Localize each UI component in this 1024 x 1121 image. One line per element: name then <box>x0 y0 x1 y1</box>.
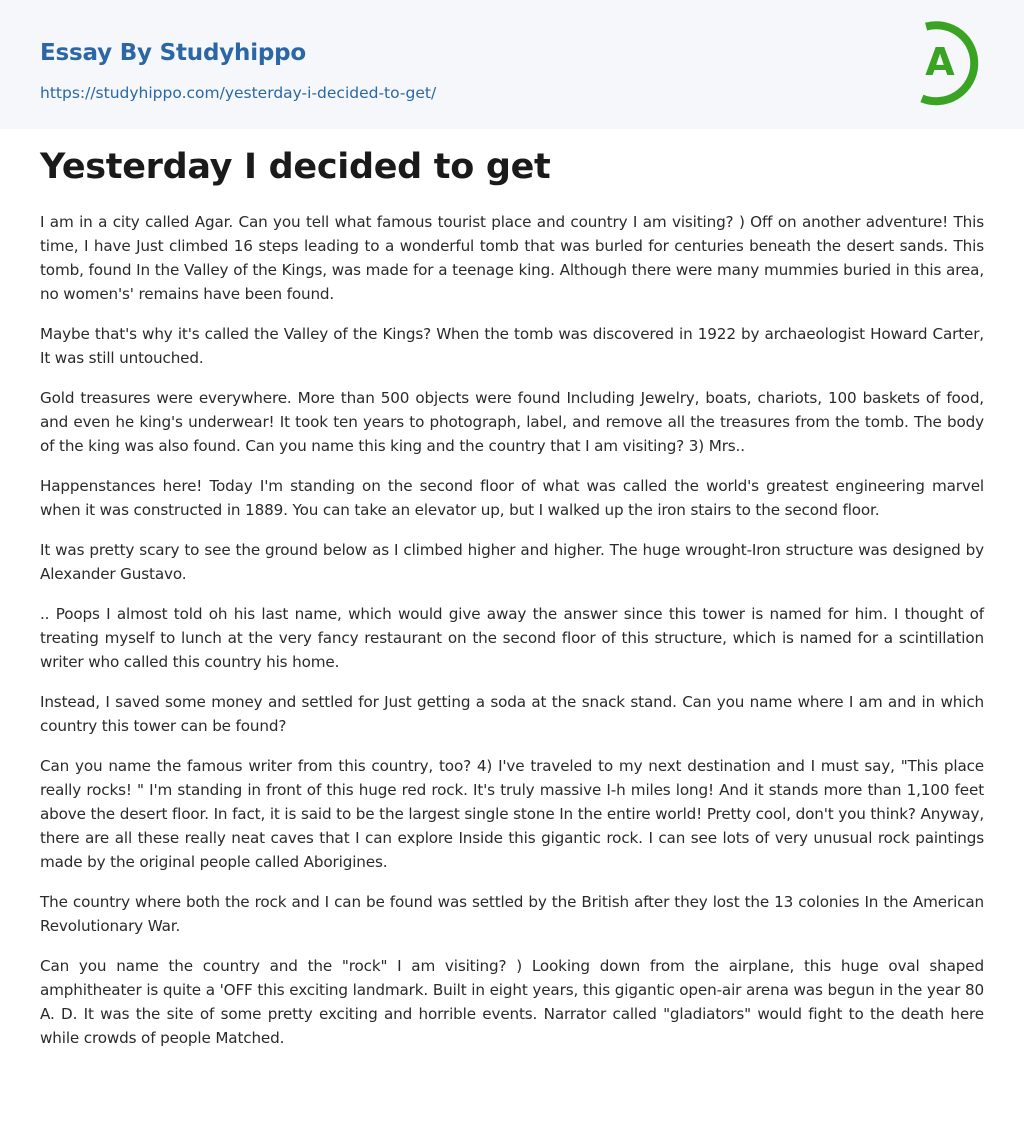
brand-title[interactable]: Essay By Studyhippo <box>40 40 307 66</box>
essay-url-link[interactable]: https://studyhippo.com/yesterday-i-decided-to-get/ <box>40 84 437 102</box>
essay-paragraph: Gold treasures were everywhere. More than 500 objects were found Including Jewelry, boats, chariots, 100 baskets of food, and even he king's underwear! It took ten years to photograph, label, and remove all the treasures from the tomb. The body of the king was also found. Can you name this king and the country that I am visiting? 3) Mrs.. <box>40 389 984 455</box>
essay-paragraph: Maybe that's why it's called the Valley of the Kings? When the tomb was discovered in 1922 by archaeologist Howard Carter, It was still untouched. <box>40 325 984 367</box>
essay-paragraph: .. Poops I almost told oh his last name, which would give away the answer since this tower is named for him. I thought of treating myself to lunch at the very fancy restaurant on the second floor of this structure, which is named for a scintillation writer who called this country his home. <box>40 605 984 671</box>
essay-paragraph: Can you name the famous writer from this country, too? 4) I've traveled to my next destination and I must say, "This place really rocks! " I'm standing in front of this huge red rock. It's truly massive I-h miles long! And it stands more than 1,100 feet above the desert floor. In fact, it is said to be the largest single stone In the entire world! Pretty cool, don't you think? Anyway, there are all these really neat caves that I can explore Inside this gigantic rock. I can see lots of very unusual rock paintings made by the original people called Aborigines. <box>40 757 984 871</box>
essay-paragraph: Can you name the country and the "rock" I am visiting? ) Looking down from the airplane, this huge oval shaped amphitheater is quite a 'OFF this exciting landmark. Built in eight years, this gigantic open-air arena was begun in the year 80 A. D. It was the site of some pretty exciting and horrible events. Narrator called "gladiators" would fight to the death here while crowds of people Matched. <box>40 957 984 1047</box>
studyhippo-logo-icon[interactable] <box>908 18 988 106</box>
essay-content <box>40 144 984 1066</box>
logo-letter: A <box>925 40 955 84</box>
site-header <box>0 0 1024 129</box>
essay-paragraph: It was pretty scary to see the ground below as I climbed higher and higher. The huge wrought-Iron structure was designed by Alexander Gustavo. <box>40 541 984 583</box>
essay-paragraph: Happenstances here! Today I'm standing on the second floor of what was called the world's greatest engineering marvel when it was constructed in 1889. You can take an elevator up, but I walked up the iron stairs to the second floor. <box>40 477 984 519</box>
essay-title: Yesterday I decided to get <box>40 147 551 187</box>
essay-paragraph: The country where both the rock and I can be found was settled by the British after they lost the 13 colonies In the American Revolutionary War. <box>40 893 984 935</box>
essay-paragraph: Instead, I saved some money and settled for Just getting a soda at the snack stand. Can you name where I am and in which country this tower can be found? <box>40 693 984 735</box>
essay-paragraph: I am in a city called Agar. Can you tell what famous tourist place and country I am visiting? ) Off on another adventure! This time, I have Just climbed 16 steps leading to a wonderful tomb that was burled for centuries beneath the desert sands. This tomb, found In the Valley of the Kings, was made for a teenage king. Although there were many mummies buried in this area, no women's' remains have been found. <box>40 213 984 303</box>
